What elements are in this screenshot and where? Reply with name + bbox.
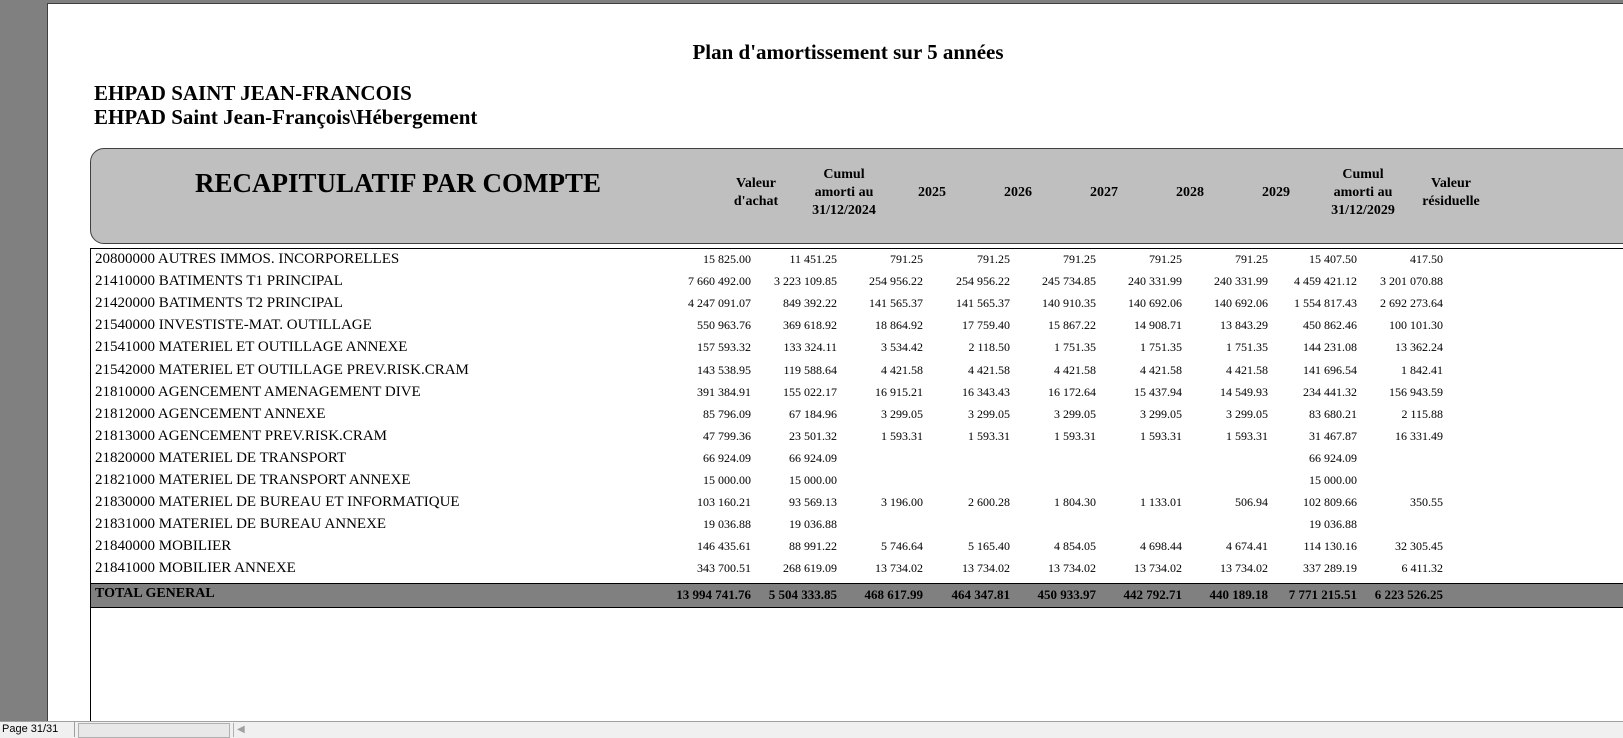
amount-cell: 140 692.06: [1214, 296, 1268, 311]
table-row: [91, 271, 1623, 294]
amount-cell: 93 569.13: [789, 495, 837, 510]
amount-cell: 140 910.35: [1042, 296, 1096, 311]
total-value: 13 994 741.76: [676, 586, 751, 602]
total-value: 6 223 526.25: [1374, 586, 1443, 602]
amount-cell: 3 299.05: [881, 406, 923, 421]
amount-cell: 4 459 421.12: [1294, 274, 1357, 289]
amount-cell: 5 746.64: [881, 539, 923, 554]
amount-cell: 240 331.99: [1128, 274, 1182, 289]
amount-cell: 13 734.02: [1134, 561, 1182, 576]
amount-cell: 66 924.09: [1309, 450, 1357, 465]
total-value: 5 504 333.85: [768, 586, 837, 602]
amount-cell: 13 362.24: [1395, 340, 1443, 355]
account-label: 21813000 AGENCEMENT PREV.RISK.CRAM: [95, 427, 387, 444]
table-row: [91, 426, 1623, 449]
amount-cell: 1 593.31: [1140, 428, 1182, 443]
amount-cell: 47 799.36: [703, 428, 751, 443]
amount-cell: 140 692.06: [1128, 296, 1182, 311]
amount-cell: 550 963.76: [697, 318, 751, 333]
amount-cell: 66 924.09: [789, 450, 837, 465]
amount-cell: 450 862.46: [1303, 318, 1357, 333]
account-label: 21410000 BATIMENTS T1 PRINCIPAL: [95, 273, 343, 290]
amount-cell: 791.25: [1235, 252, 1268, 266]
amount-cell: 13 843.29: [1220, 318, 1268, 333]
amount-cell: 3 534.42: [881, 340, 923, 355]
amount-cell: 143 538.95: [697, 362, 751, 377]
total-label: TOTAL GENERAL: [95, 585, 215, 601]
table-row: [91, 492, 1623, 515]
amount-cell: 19 036.88: [703, 517, 751, 532]
account-label: 21810000 AGENCEMENT AMENAGEMENT DIVE: [95, 383, 421, 400]
amount-cell: 19 036.88: [789, 517, 837, 532]
amount-cell: 1 593.31: [968, 428, 1010, 443]
total-row: [91, 583, 1623, 608]
amount-cell: 4 854.05: [1054, 539, 1096, 554]
amount-cell: 15 407.50: [1309, 252, 1357, 266]
amount-cell: 4 674.41: [1226, 539, 1268, 554]
amount-cell: 2 600.28: [968, 495, 1010, 510]
amount-cell: 155 022.17: [783, 384, 837, 399]
total-value: 468 617.99: [864, 586, 923, 602]
amount-cell: 141 696.54: [1303, 362, 1357, 377]
amount-cell: 506.94: [1235, 495, 1268, 510]
amount-cell: 13 734.02: [962, 561, 1010, 576]
table-row: [91, 382, 1623, 405]
status-bar: [0, 721, 1623, 738]
amount-cell: 1 751.35: [1140, 340, 1182, 355]
account-label: 21541000 MATERIEL ET OUTILLAGE ANNEXE: [95, 339, 408, 356]
total-value: 450 933.97: [1037, 586, 1096, 602]
amount-cell: 2 115.88: [1401, 406, 1443, 421]
column-header-2028: 2028: [1176, 185, 1204, 200]
amount-cell: 4 421.58: [881, 362, 923, 377]
amount-cell: 2 692 273.64: [1380, 296, 1443, 311]
table-header-band: [90, 148, 1623, 244]
triangle-left-icon[interactable]: ◀: [237, 724, 245, 735]
amount-cell: 254 956.22: [956, 274, 1010, 289]
page-indicator: Page 31/31: [0, 722, 75, 737]
table-row: [91, 293, 1623, 316]
total-value: 440 189.18: [1209, 586, 1268, 602]
amount-cell: 1 751.35: [1054, 340, 1096, 355]
amount-cell: 3 299.05: [1054, 406, 1096, 421]
amount-cell: 4 421.58: [1054, 362, 1096, 377]
amount-cell: 14 908.71: [1134, 318, 1182, 333]
account-label: 21831000 MATERIEL DE BUREAU ANNEXE: [95, 516, 387, 533]
account-label: 21542000 MATERIEL ET OUTILLAGE PREV.RISK.CRAM: [95, 361, 469, 378]
account-label: 20800000 AUTRES IMMOS. INCORPORELLES: [95, 251, 400, 267]
amount-cell: 350.55: [1410, 495, 1443, 510]
table-row: [91, 315, 1623, 338]
amount-cell: 119 588.64: [783, 362, 837, 377]
account-label: 21821000 MATERIEL DE TRANSPORT ANNEXE: [95, 472, 411, 488]
amount-cell: 240 331.99: [1214, 274, 1268, 289]
amount-cell: 245 734.85: [1042, 274, 1096, 289]
amount-cell: 791.25: [1149, 252, 1182, 266]
amount-cell: 16 915.21: [875, 384, 923, 399]
amount-cell: 791.25: [1063, 252, 1096, 266]
amount-cell: 11 451.25: [789, 252, 837, 266]
amount-cell: 16 331.49: [1395, 428, 1443, 443]
amount-cell: 133 324.11: [783, 340, 837, 355]
column-header-valeur-residuelle: Valeur résiduelle: [1422, 176, 1480, 209]
amount-cell: 3 299.05: [1226, 406, 1268, 421]
amount-cell: 13 734.02: [1220, 561, 1268, 576]
column-header-cumul-2024: Cumul amorti au 31/12/2024: [812, 167, 876, 218]
table-row: [91, 337, 1623, 360]
amount-cell: 791.25: [890, 252, 923, 266]
status-panel: [78, 723, 230, 738]
amount-cell: 14 549.93: [1220, 384, 1268, 399]
amount-cell: 144 231.08: [1303, 340, 1357, 355]
account-label: 21841000 MOBILIER ANNEXE: [95, 560, 296, 577]
table-row: [91, 404, 1623, 427]
amount-cell: 19 036.88: [1309, 517, 1357, 532]
column-header-valeur-achat: Valeur d'achat: [733, 176, 779, 209]
amount-cell: 102 809.66: [1303, 495, 1357, 510]
amount-cell: 2 118.50: [968, 340, 1010, 355]
amount-cell: 5 165.40: [968, 539, 1010, 554]
amount-cell: 234 441.32: [1303, 384, 1357, 399]
amount-cell: 141 565.37: [869, 296, 923, 311]
amount-cell: 4 421.58: [968, 362, 1010, 377]
amount-cell: 114 130.16: [1303, 539, 1357, 554]
amount-cell: 417.50: [1410, 252, 1443, 266]
organization-name: EHPAD SAINT JEAN-FRANCOIS: [94, 81, 412, 105]
section-title: RECAPITULATIF PAR COMPTE: [195, 168, 602, 198]
amount-cell: 157 593.32: [697, 340, 751, 355]
amount-cell: 13 734.02: [875, 561, 923, 576]
column-header-2027: 2027: [1090, 185, 1118, 200]
amount-cell: 15 000.00: [703, 473, 751, 487]
column-header-cumul-2029: Cumul amorti au 31/12/2029: [1331, 167, 1395, 218]
amount-cell: 254 956.22: [869, 274, 923, 289]
account-label: 21812000 AGENCEMENT ANNEXE: [95, 405, 326, 422]
amount-cell: 100 101.30: [1389, 318, 1443, 333]
amount-cell: 88 991.22: [789, 539, 837, 554]
amount-cell: 31 467.87: [1309, 428, 1357, 443]
amount-cell: 146 435.61: [697, 539, 751, 554]
amount-cell: 791.25: [977, 252, 1010, 266]
amount-cell: 1 593.31: [1054, 428, 1096, 443]
account-label: 21840000 MOBILIER: [95, 538, 232, 555]
total-value: 464 347.81: [951, 586, 1010, 602]
table-row: [91, 514, 1623, 537]
amount-cell: 4 421.58: [1140, 362, 1182, 377]
amount-cell: 15 000.00: [789, 473, 837, 487]
amount-cell: 83 680.21: [1309, 406, 1357, 421]
amount-cell: 141 565.37: [956, 296, 1010, 311]
table-row: [91, 249, 1623, 272]
amount-cell: 103 160.21: [697, 495, 751, 510]
amount-cell: 15 000.00: [1309, 473, 1357, 487]
amount-cell: 13 734.02: [1048, 561, 1096, 576]
table-row: [91, 558, 1623, 581]
amount-cell: 4 247 091.07: [688, 296, 751, 311]
amount-cell: 17 759.40: [962, 318, 1010, 333]
amount-cell: 7 660 492.00: [688, 274, 751, 289]
amount-cell: 18 864.92: [875, 318, 923, 333]
amount-cell: 3 196.00: [881, 495, 923, 510]
column-header-2029: 2029: [1262, 185, 1290, 200]
amount-cell: 343 700.51: [697, 561, 751, 576]
amount-cell: 369 618.92: [783, 318, 837, 333]
table-row: [91, 536, 1623, 559]
account-label: 21830000 MATERIEL DE BUREAU ET INFORMATIQUE: [95, 494, 460, 511]
amount-cell: 3 299.05: [968, 406, 1010, 421]
amount-cell: 337 289.19: [1303, 561, 1357, 576]
document-title: Plan d'amortissement sur 5 années: [692, 40, 1004, 64]
account-label: 21540000 INVESTISTE-MAT. OUTILLAGE: [95, 317, 372, 334]
organization-subdivision: EHPAD Saint Jean-François\Hébergement: [94, 105, 478, 129]
account-label: 21820000 MATERIEL DE TRANSPORT: [95, 449, 347, 466]
amount-cell: 1 593.31: [1226, 428, 1268, 443]
column-header-2026: 2026: [1004, 185, 1032, 200]
amount-cell: 85 796.09: [703, 406, 751, 421]
total-value: 7 771 215.51: [1288, 586, 1357, 602]
amount-cell: 268 619.09: [783, 561, 837, 576]
amount-cell: 32 305.45: [1395, 539, 1443, 554]
amount-cell: 4 698.44: [1140, 539, 1182, 554]
account-label: 21420000 BATIMENTS T2 PRINCIPAL: [95, 295, 343, 312]
amount-cell: 16 172.64: [1048, 384, 1096, 399]
amount-cell: 1 804.30: [1054, 495, 1096, 510]
amount-cell: 23 501.32: [789, 428, 837, 443]
amount-cell: 1 554 817.43: [1294, 296, 1357, 311]
amount-cell: 3 299.05: [1140, 406, 1182, 421]
amount-cell: 15 867.22: [1048, 318, 1096, 333]
data-table: [90, 248, 1623, 722]
amount-cell: 6 411.32: [1401, 561, 1443, 576]
amount-cell: 16 343.43: [962, 384, 1010, 399]
table-row: [91, 360, 1623, 383]
table-row: [91, 448, 1623, 471]
report-page: [47, 3, 1623, 722]
column-header-2025: 2025: [918, 185, 946, 200]
amount-cell: 15 437.94: [1134, 384, 1182, 399]
amount-cell: 3 223 109.85: [774, 274, 837, 289]
amount-cell: 156 943.59: [1389, 384, 1443, 399]
total-value: 442 792.71: [1123, 586, 1182, 602]
amount-cell: 66 924.09: [703, 450, 751, 465]
amount-cell: 4 421.58: [1226, 362, 1268, 377]
amount-cell: 391 384.91: [697, 384, 751, 399]
amount-cell: 1 593.31: [881, 428, 923, 443]
amount-cell: 1 751.35: [1226, 340, 1268, 355]
horizontal-scrollbar[interactable]: [233, 723, 1623, 737]
table-row: [91, 470, 1623, 493]
amount-cell: 15 825.00: [703, 252, 751, 266]
amount-cell: 3 201 070.88: [1380, 274, 1443, 289]
amount-cell: 1 133.01: [1140, 495, 1182, 510]
amount-cell: 1 842.41: [1401, 362, 1443, 377]
amount-cell: 849 392.22: [783, 296, 837, 311]
amount-cell: 67 184.96: [789, 406, 837, 421]
